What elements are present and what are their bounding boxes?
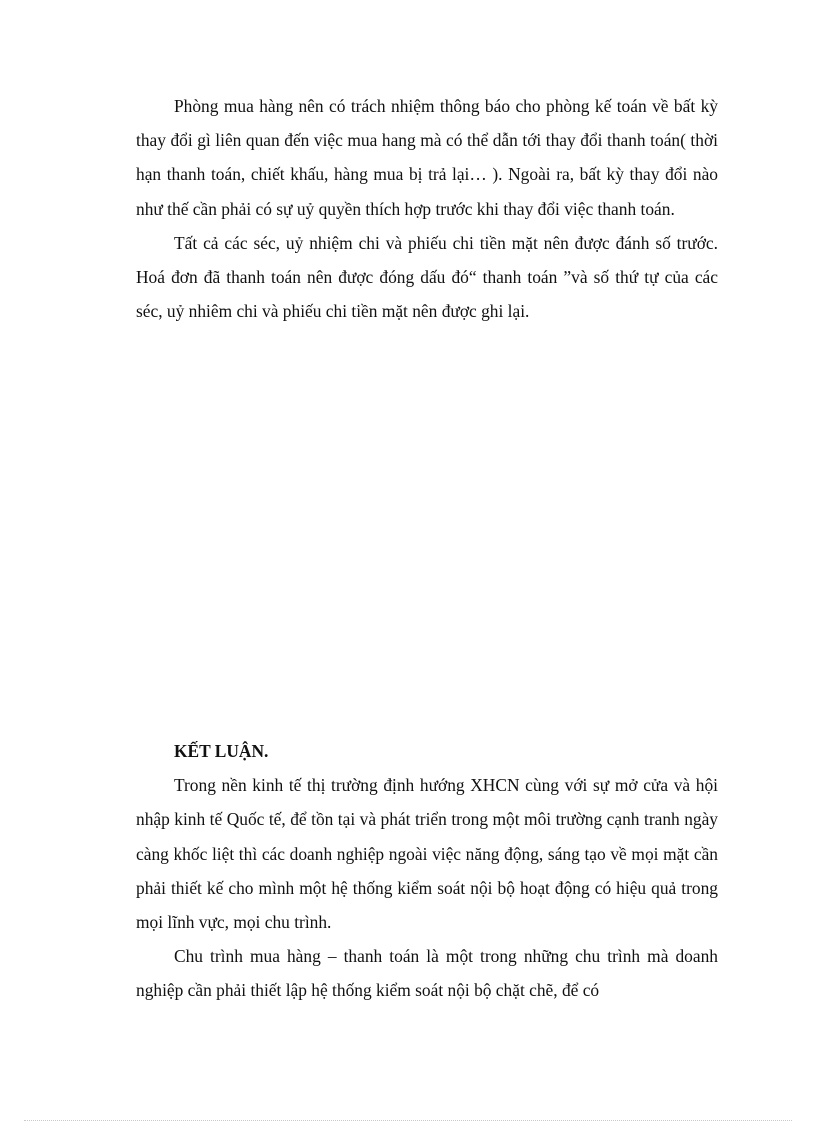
- page-bottom-divider: [24, 1120, 792, 1121]
- paragraph-purchasing-notification: Phòng mua hàng nên có trách nhiệm thông báo cho phòng kế toán về bất kỳ thay đổi gì liên quan đến việc mua hang mà có thể dẫn tới thay đổi thanh toán( thời hạn thanh toán, chiết khấu, hàng mua bị trả lại… ). Ngoài ra, bất kỳ thay đổi nào như thế cần phải có sự uỷ quyền thích hợp trước khi thay đổi việc thanh toán.: [136, 96, 718, 219]
- paragraph-conclusion-cycle: Chu trình mua hàng – thanh toán là một trong những chu trình mà doanh nghiệp cần phải thiết lập hệ thống kiểm soát nội bộ chặt chẽ, để có: [136, 946, 718, 1001]
- conclusion-heading: KẾT LUẬN.: [174, 741, 269, 761]
- paragraph-prenumbered-documents: Tất cả các séc, uỷ nhiệm chi và phiếu chi tiền mặt nên được đánh số trước. Hoá đơn đã thanh toán nên được đóng dấu đó“ thanh toán ”và số thứ tự của các séc, uỷ nhiêm chi và phiếu chi tiền mặt nên được ghi lại.: [136, 232, 718, 322]
- body-text-section: [136, 89, 718, 328]
- conclusion-section: [136, 734, 718, 1008]
- paragraph-conclusion-intro: Trong nền kinh tế thị trường định hướng XHCN cùng với sự mở cửa và hội nhập kinh tế Quốc tế, để tồn tại và phát triển trong một môi trường cạnh tranh ngày càng khốc liệt thì các doanh nghiệp ngoài việc năng động, sáng tạo về mọi mặt cần phải thiết kế cho mình một hệ thống kiểm soát nội bộ hoạt động có hiệu quả trong mọi lĩnh vực, mọi chu trình.: [136, 775, 718, 933]
